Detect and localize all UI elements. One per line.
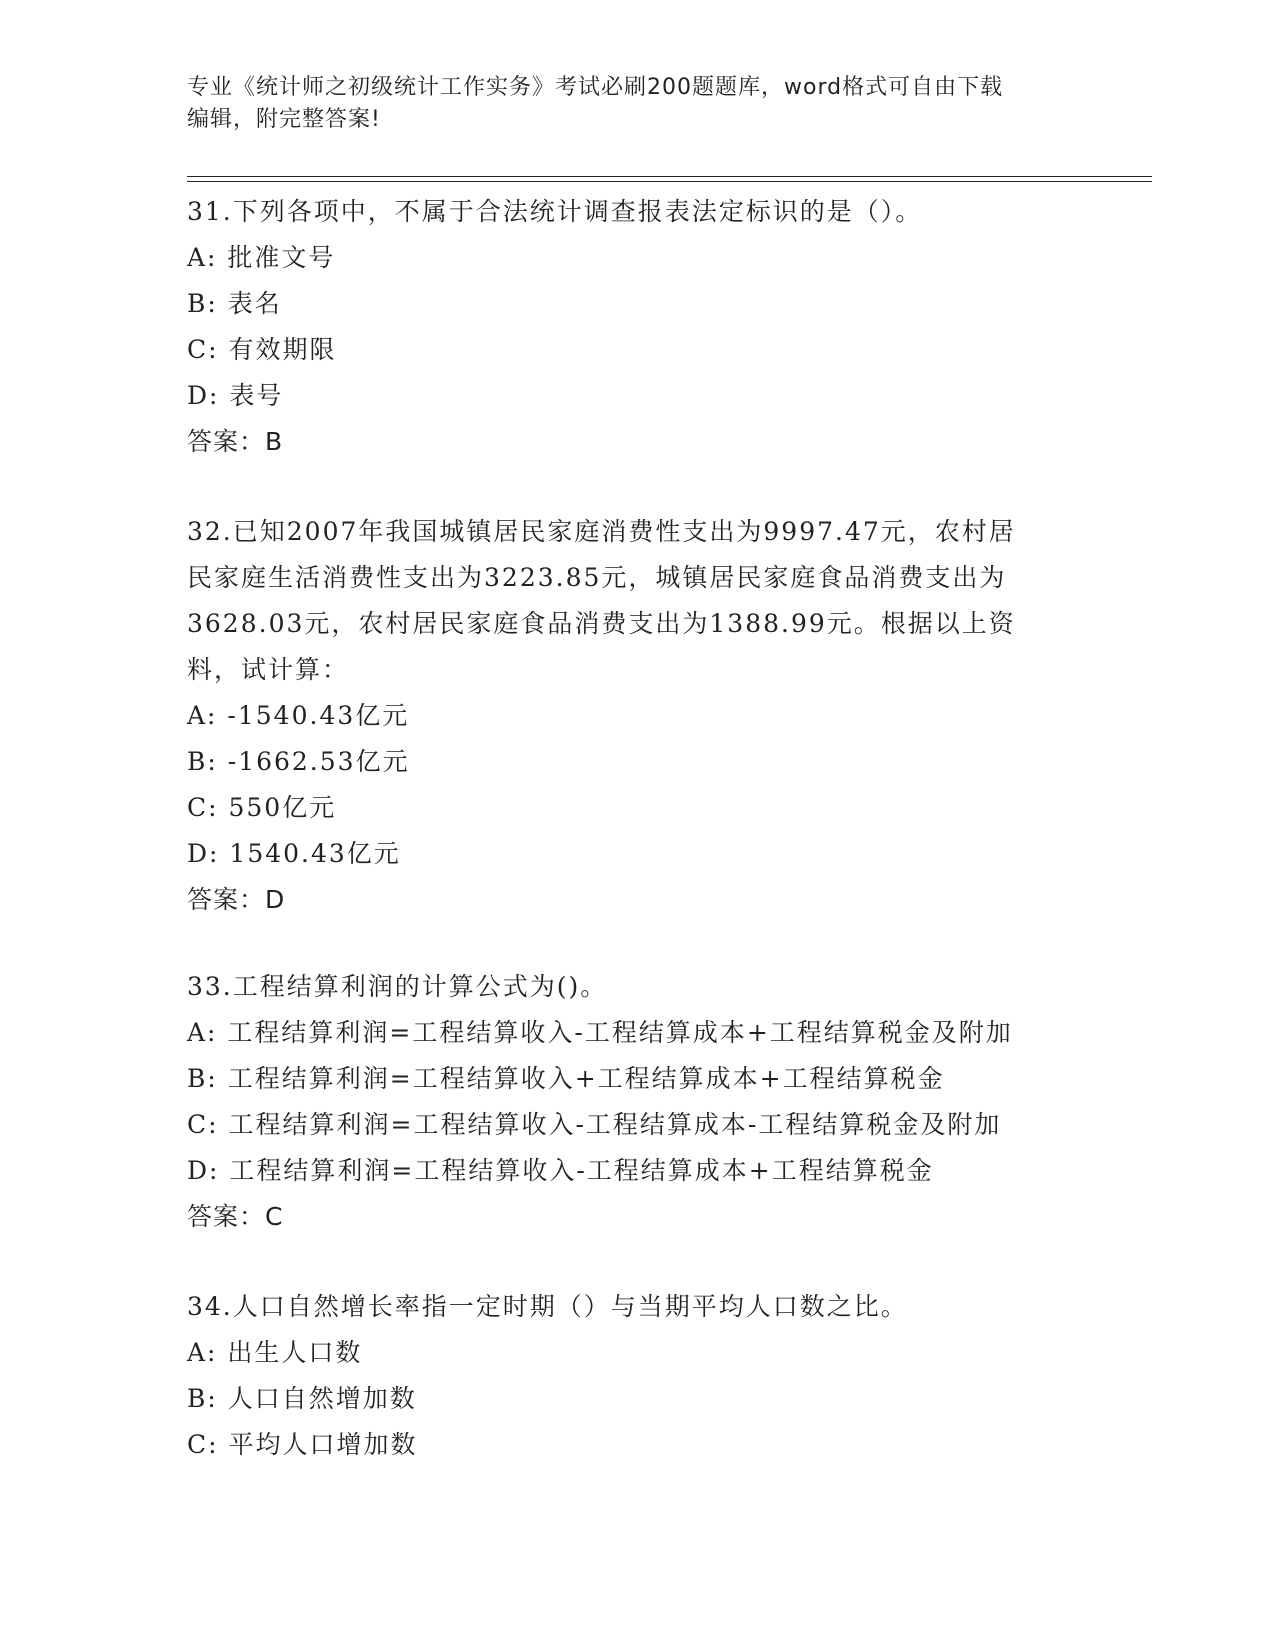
option-b: B: 表名 bbox=[187, 289, 282, 318]
question-stem-line-1: 32.已知2007年我国城镇居民家庭消费性支出为9997.47元，农村居 bbox=[187, 517, 1016, 546]
question-32 bbox=[187, 509, 1087, 923]
option-b: B: -1662.53亿元 bbox=[187, 747, 410, 776]
option-c: C: 平均人口增加数 bbox=[187, 1430, 418, 1459]
option-d: D: 工程结算利润=工程结算收入-工程结算成本+工程结算税金 bbox=[187, 1156, 934, 1185]
option-c: C: 550亿元 bbox=[187, 793, 337, 822]
question-33 bbox=[187, 964, 1087, 1240]
question-stem-line-2: 民家庭生活消费性支出为3223.85元，城镇居民家庭食品消费支出为 bbox=[187, 563, 1007, 592]
question-stem: 34.人口自然增长率指一定时期（）与当期平均人口数之比。 bbox=[187, 1292, 908, 1321]
option-c: C: 有效期限 bbox=[187, 335, 337, 364]
option-d: D: 1540.43亿元 bbox=[187, 839, 401, 868]
document-header bbox=[187, 72, 1087, 136]
option-a: A: 批准文号 bbox=[187, 243, 336, 272]
header-divider-top bbox=[187, 176, 1152, 177]
header-divider-bottom bbox=[187, 181, 1152, 182]
answer-line: 答案：B bbox=[187, 427, 284, 456]
option-c: C: 工程结算利润=工程结算收入-工程结算成本-工程结算税金及附加 bbox=[187, 1110, 1002, 1139]
answer-line: 答案：D bbox=[187, 885, 286, 914]
header-line-1: 专业《统计师之初级统计工作实务》考试必刷200题题库，word格式可自由下载 bbox=[187, 75, 1004, 100]
question-34 bbox=[187, 1284, 1087, 1468]
option-a: A: -1540.43亿元 bbox=[187, 701, 410, 730]
option-a: A: 工程结算利润=工程结算收入-工程结算成本+工程结算税金及附加 bbox=[187, 1018, 1013, 1047]
option-d: D: 表号 bbox=[187, 381, 284, 410]
answer-line: 答案：C bbox=[187, 1202, 284, 1231]
option-b: B: 人口自然增加数 bbox=[187, 1384, 417, 1413]
question-stem: 33.工程结算利润的计算公式为()。 bbox=[187, 972, 608, 1001]
option-b: B: 工程结算利润=工程结算收入+工程结算成本+工程结算税金 bbox=[187, 1064, 945, 1093]
header-line-2: 编辑，附完整答案! bbox=[187, 107, 381, 132]
question-31 bbox=[187, 189, 1087, 465]
question-stem: 31.下列各项中，不属于合法统计调查报表法定标识的是（）。 bbox=[187, 197, 923, 226]
option-a: A: 出生人口数 bbox=[187, 1338, 363, 1367]
question-stem-line-3: 3628.03元，农村居民家庭食品消费支出为1388.99元。根据以上资 bbox=[187, 609, 1016, 638]
question-stem-line-4: 料，试计算： bbox=[187, 655, 350, 684]
